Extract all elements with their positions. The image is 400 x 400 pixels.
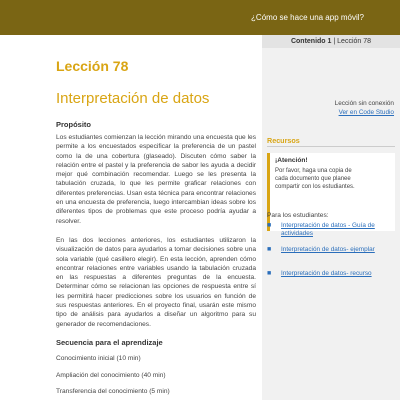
bullet-icon: ■	[267, 222, 272, 229]
page-title: Interpretación de datos	[56, 90, 210, 107]
sidebar	[262, 48, 400, 400]
breadcrumb-lesson: Lección 78	[337, 38, 372, 45]
note-title: ¡Atención!	[275, 157, 308, 164]
sequence-heading: Secuencia para el aprendizaje	[56, 338, 163, 347]
main-content	[0, 48, 262, 400]
sequence-item: Conocimiento inicial (10 min)	[56, 355, 141, 362]
bullet-icon: ■	[267, 270, 272, 277]
students-label: Para los estudiantes:	[267, 212, 329, 219]
note-body: Por favor, haga una copia de cada documento que planee compartir con los estudiantes.	[275, 168, 355, 190]
purpose-paragraph-2: En las dos lecciones anteriores, los estudiantes utilizaron la visualización de datos para ayudarlos a tomar decisiones sobre una sola variable (qué casillero elegir). En esta lección, aprenden cómo encontrar relaciones entre variables usando la tabulación cruzada en las respuestas a diferentes preguntas de la encuesta. Determinar cómo se relacionan las opciones de respuesta entre sí les permitirá hacer predicciones sobre los usuarios en función de sus respuestas anteriores. En el proyecto final, usarán este mismo tipo de análisis para ayudarlos a diseñar un algoritmo para su generador de recomendaciones.	[56, 237, 256, 328]
sequence-item: Transferencia del conocimiento (5 min)	[56, 388, 170, 395]
code-studio-link[interactable]: Ver en Code Studio	[338, 108, 394, 116]
sequence-item: Ampliación del conocimiento (40 min)	[56, 372, 166, 379]
attention-note	[267, 153, 395, 231]
offline-lesson-label: Lección sin conexión	[334, 100, 394, 107]
resources-heading: Recursos	[267, 136, 300, 145]
purpose-paragraph-1: Los estudiantes comienzan la lección mirando una encuesta que les permite a los encuestados especificar la preferencia de un pastel como la de una cobertura (glaseado). Discuten cómo saber la relación entre el pastel y la preferencia de sabor les ayuda a decidir mejor qué combinación recomendar. Luego se les presenta la tabulación cruzada, lo que les permite graficar relaciones con diferentes preferencias. Usan esta técnica para encontrar relaciones en una encuesta de preferencia, luego intercambian ideas sobre los diferentes tipos de problemas que este proceso podría ayudar a resolver.	[56, 134, 256, 225]
bullet-icon: ■	[267, 246, 272, 253]
resource-link-text[interactable]: Interpretación de datos- recurso	[281, 270, 372, 277]
app-title: ¿Cómo se hace una app móvil?	[251, 13, 364, 22]
breadcrumb-content[interactable]: Contenido 1	[290, 38, 332, 45]
divider	[267, 146, 395, 147]
breadcrumb-separator: |	[333, 38, 336, 45]
top-header	[0, 0, 400, 35]
resource-link-text[interactable]: Interpretación de datos - Guía de actividades	[281, 222, 375, 238]
offline-lesson	[335, 100, 394, 117]
note-accent-bar	[267, 153, 270, 231]
purpose-heading: Propósito	[56, 120, 91, 129]
resource-link-text[interactable]: Interpretación de datos- ejemplar	[281, 246, 375, 253]
breadcrumb	[262, 35, 400, 48]
lesson-label: Lección 78	[56, 58, 129, 74]
